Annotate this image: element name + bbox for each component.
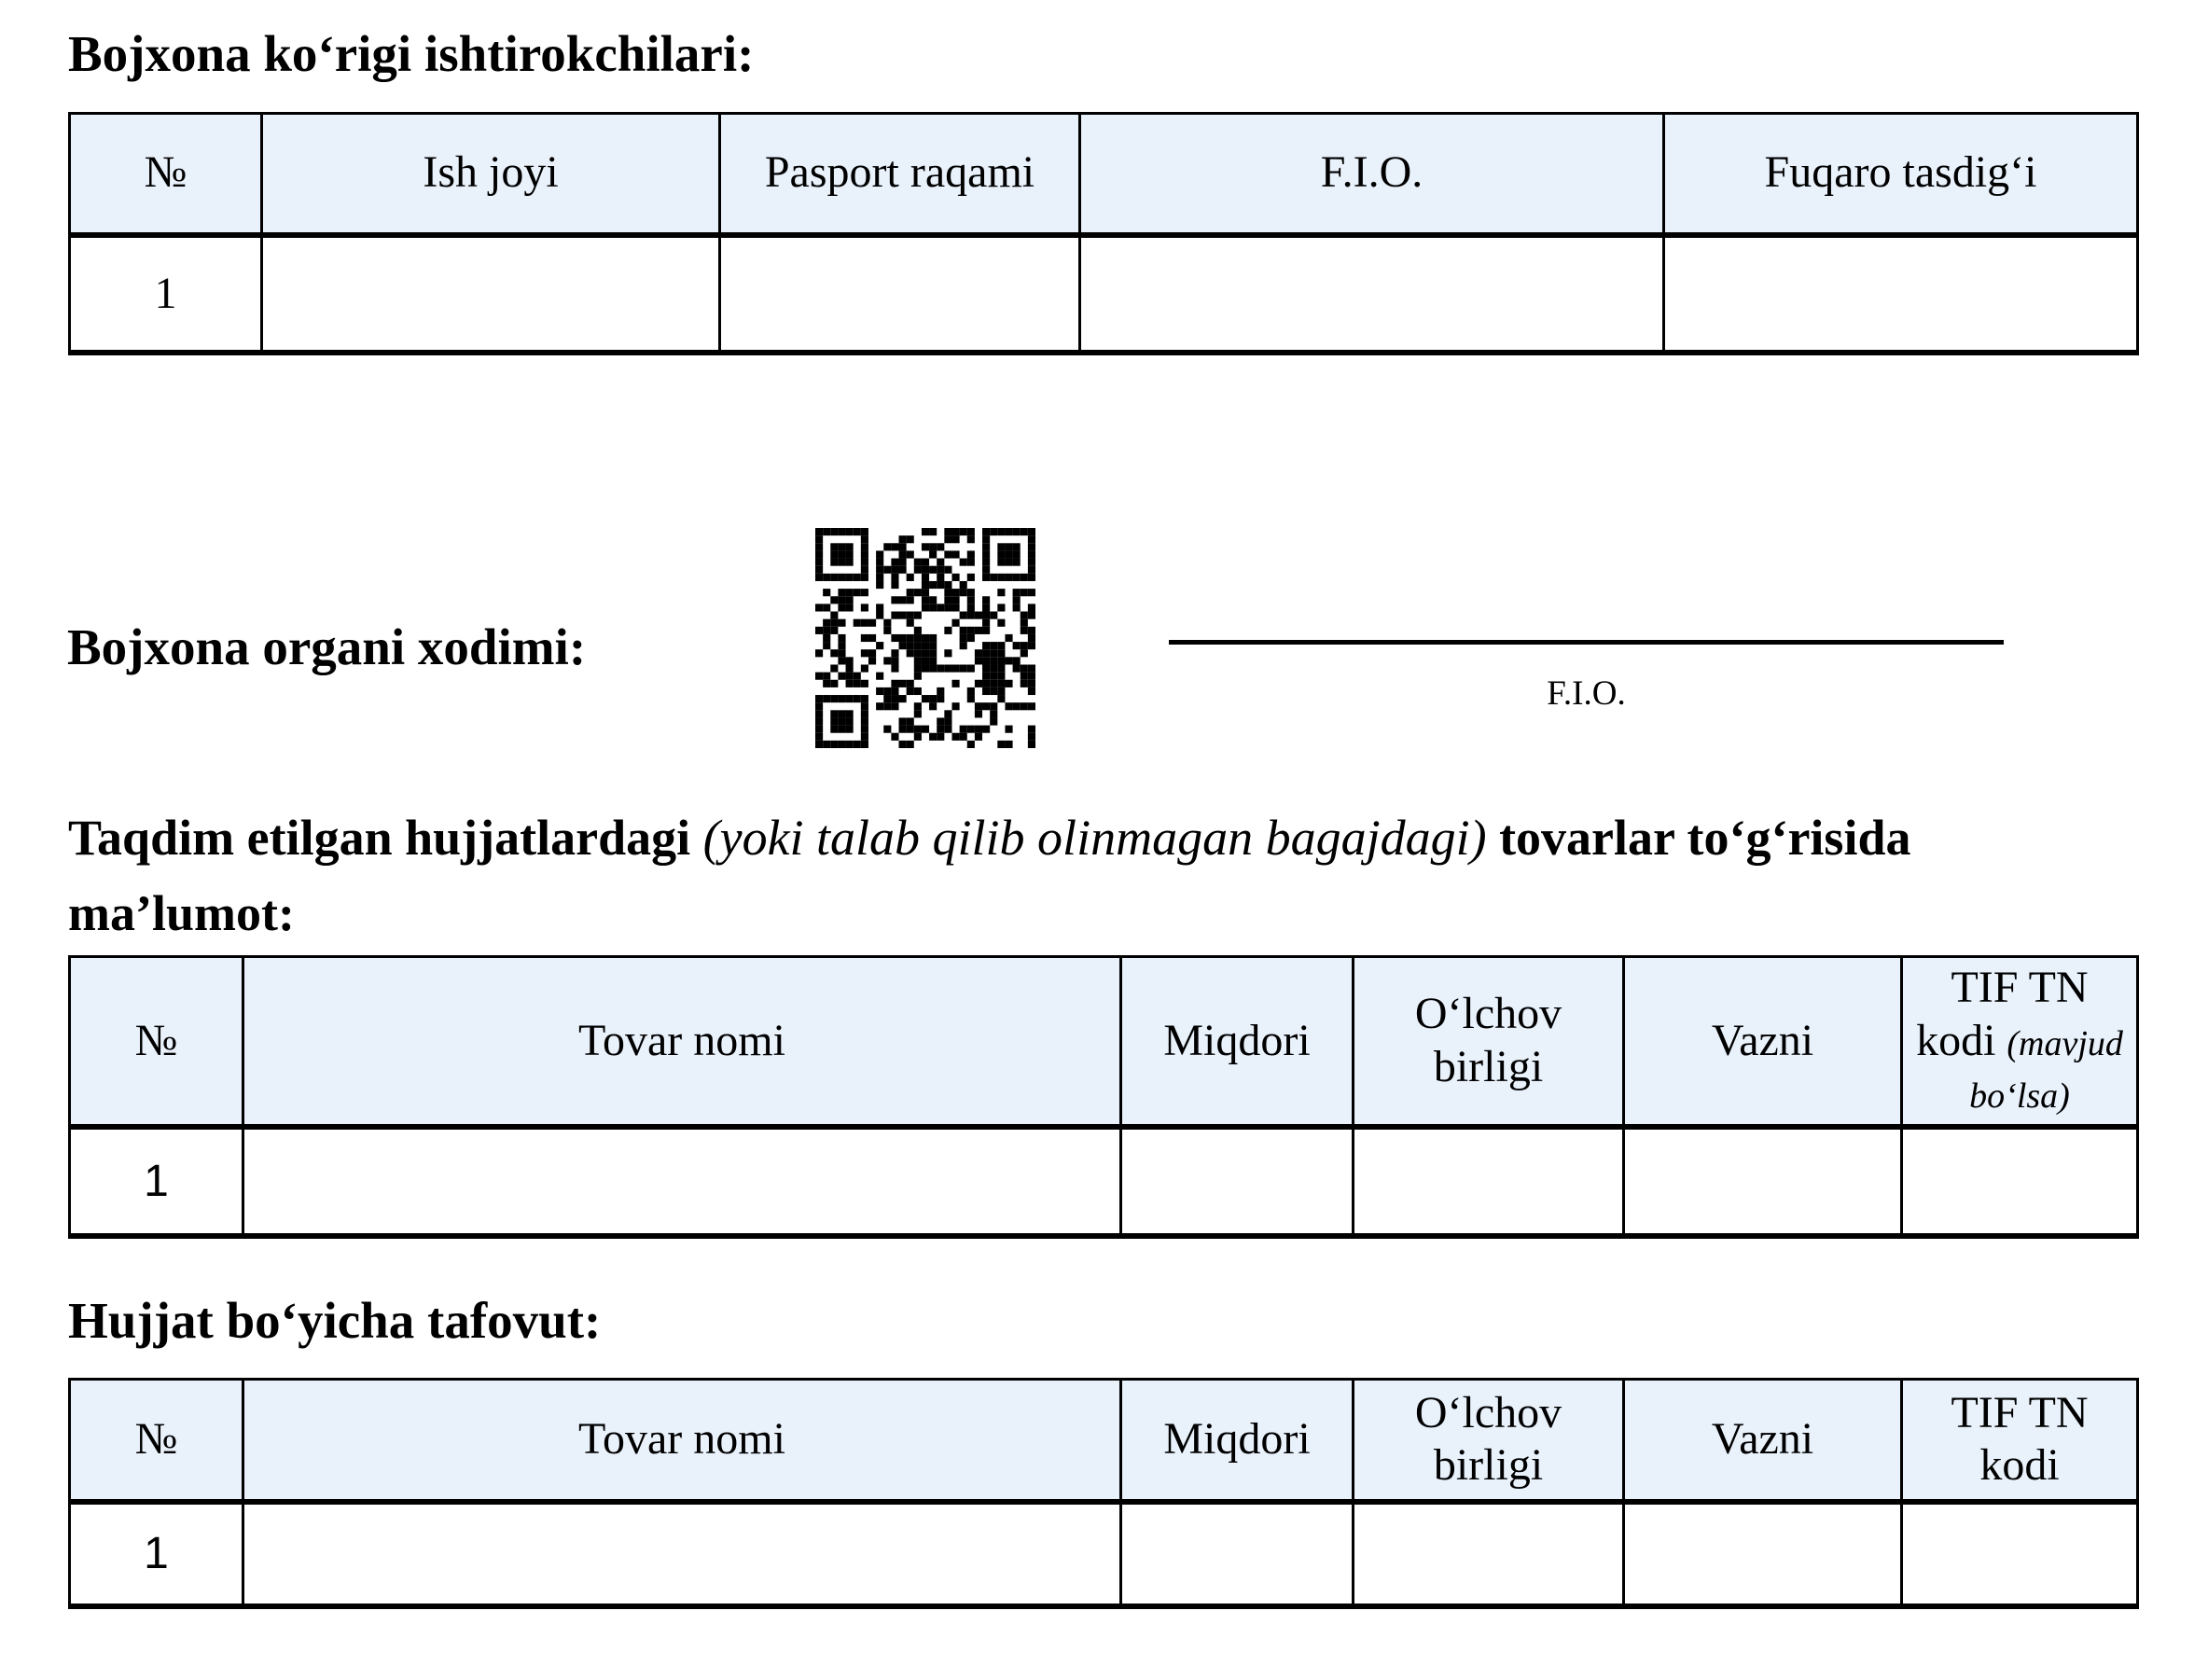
row-number-cell: 1 xyxy=(70,235,262,353)
customs-officer-label: Bojxona organi xodimi: xyxy=(67,618,587,675)
col-tif-tn-code: TIF TN kodi xyxy=(1902,1380,2138,1502)
col-number: № xyxy=(70,114,262,235)
col-passport: Pasport raqami xyxy=(720,114,1080,235)
goods-name-cell xyxy=(243,1127,1121,1236)
document-discrepancy-table xyxy=(68,1378,2139,1609)
signature-line xyxy=(1169,640,2004,645)
participants-header-row xyxy=(70,114,2138,235)
citizen-confirmation-cell xyxy=(1664,235,2138,353)
col-quantity: Miqdori xyxy=(1121,1380,1354,1502)
weight-cell xyxy=(1624,1127,1902,1236)
signature-fio-caption: F.I.O. xyxy=(1547,674,1626,713)
col-measure-unit: O‘lchov birligi xyxy=(1354,1380,1624,1502)
measure-unit-cell xyxy=(1354,1502,1624,1606)
section3-title: Hujjat bo‘yicha tafovut: xyxy=(68,1292,602,1349)
col-measure-unit: O‘lchov birligi xyxy=(1354,957,1624,1127)
quantity-cell xyxy=(1121,1502,1354,1606)
goods-name-cell xyxy=(243,1502,1121,1606)
declared-goods-table xyxy=(68,955,2139,1239)
measure-unit-cell xyxy=(1354,1127,1624,1236)
col-fio: F.I.O. xyxy=(1080,114,1664,235)
qr-code xyxy=(815,528,1035,748)
col-weight: Vazni xyxy=(1624,957,1902,1127)
col-goods-name: Tovar nomi xyxy=(243,957,1121,1127)
tif-tn-code-cell xyxy=(1902,1502,2138,1606)
col-workplace: Ish joyi xyxy=(262,114,720,235)
declared-goods-header-row xyxy=(70,957,2138,1127)
table-row xyxy=(70,1127,2138,1236)
table-row xyxy=(70,235,2138,353)
quantity-cell xyxy=(1121,1127,1354,1236)
col-quantity: Miqdori xyxy=(1121,957,1354,1127)
tif-tn-code-cell xyxy=(1902,1127,2138,1236)
table-row xyxy=(70,1502,2138,1606)
weight-cell xyxy=(1624,1502,1902,1606)
section2-title xyxy=(68,800,2083,951)
discrepancy-header-row xyxy=(70,1380,2138,1502)
row-number-cell: 1 xyxy=(70,1127,243,1236)
col-goods-name: Tovar nomi xyxy=(243,1380,1121,1502)
fio-cell xyxy=(1080,235,1664,353)
col-weight: Vazni xyxy=(1624,1380,1902,1502)
col-number: № xyxy=(70,1380,243,1502)
section2-title-italic: (yoki talab qilib olinmagan bagajdagi) xyxy=(702,810,1487,866)
passport-cell xyxy=(720,235,1080,353)
tif-tn-note: (mavjud bo‘lsa) xyxy=(1969,1023,2123,1117)
workplace-cell xyxy=(262,235,720,353)
col-citizen-confirmation: Fuqaro tasdig‘i xyxy=(1664,114,2138,235)
tif-tn-label: TIF TN kodi xyxy=(1916,963,2089,1065)
col-tif-tn-code xyxy=(1902,957,2138,1127)
section2-title-bold1: Taqdim etilgan hujjatlardagi xyxy=(68,810,691,866)
participants-table xyxy=(68,112,2139,355)
row-number-cell: 1 xyxy=(70,1502,243,1606)
col-number: № xyxy=(70,957,243,1127)
section1-title: Bojxona ko‘rigi ishtirokchilari: xyxy=(68,25,755,82)
section2-title-bold2: tovarlar to‘g‘risida ma’lumot: xyxy=(68,810,1911,941)
